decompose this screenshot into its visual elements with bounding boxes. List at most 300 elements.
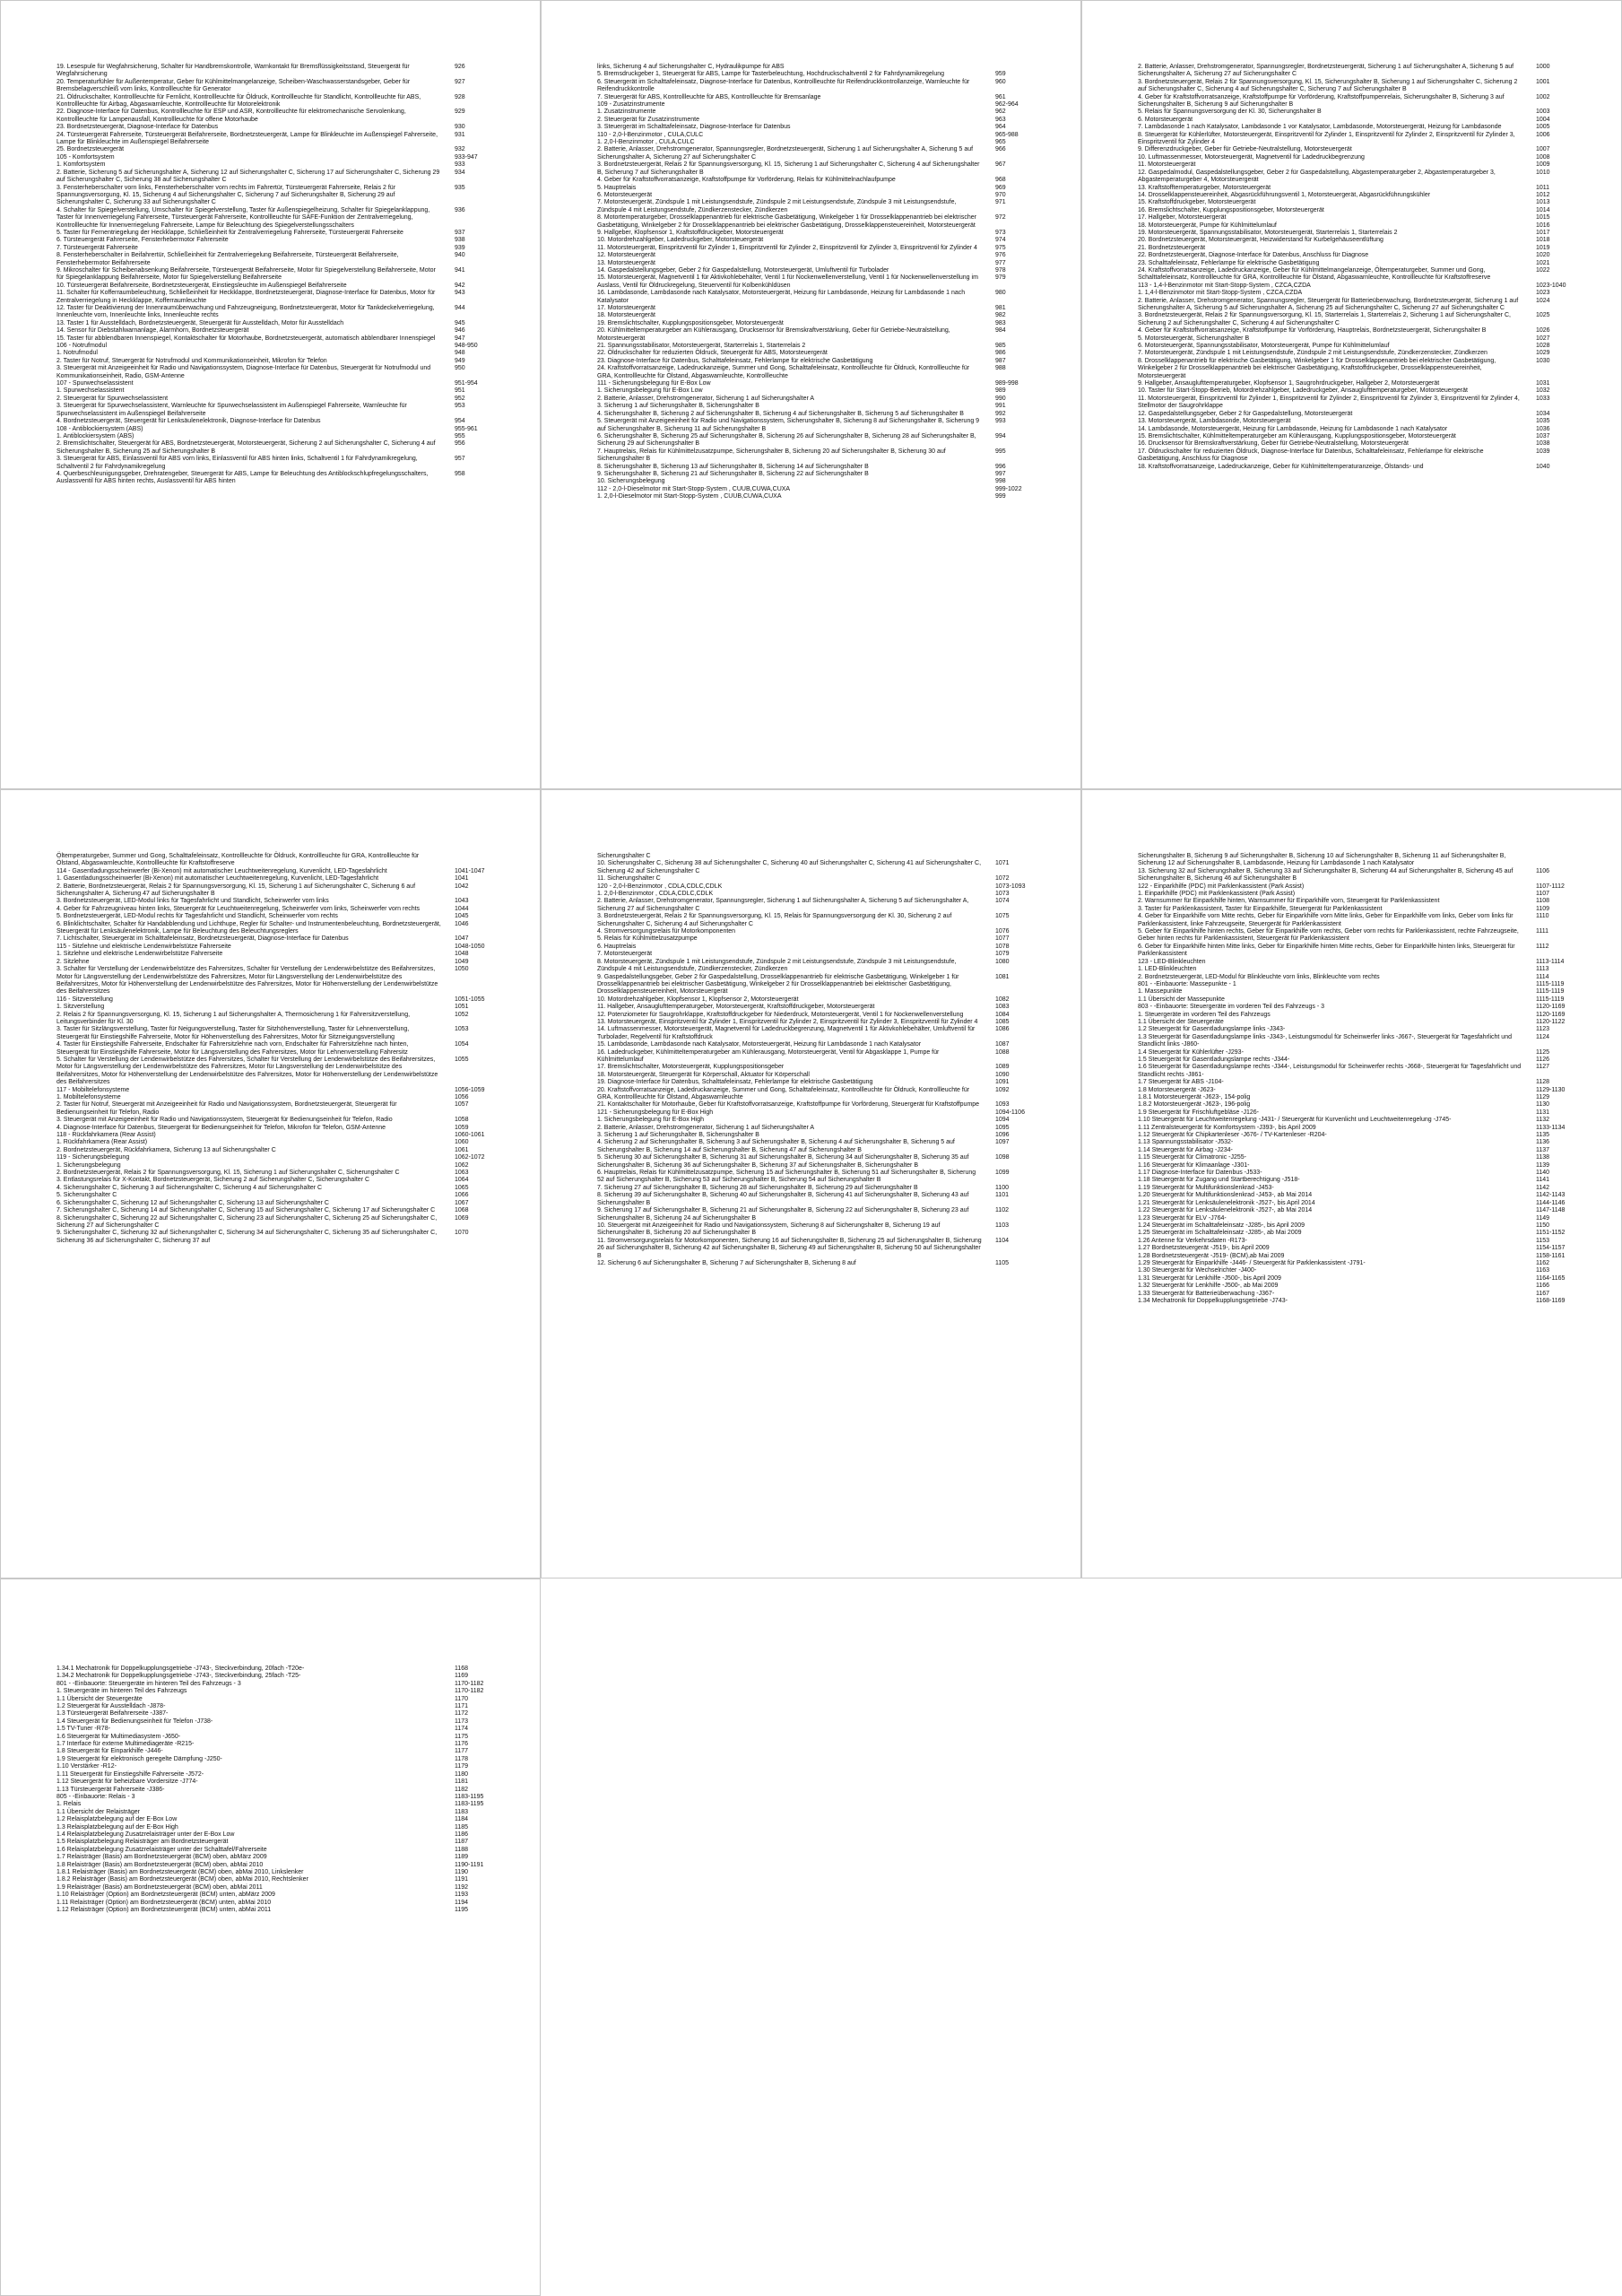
toc-entry — [56, 290, 494, 305]
toc-entry-title: 7. Motorsteuergerät, Zündspule 1 mit Leistungsendstufe, Zündspule 2 mit Leistungsendstufe, Zündkerzenstecker, Zündkerzen — [1138, 350, 1488, 357]
toc-entry — [56, 1673, 494, 1680]
toc-entry — [597, 418, 1035, 433]
toc-entry-title: 3. Sicherung 1 auf Sicherungshalter B, Sicherungshalter B — [597, 1132, 759, 1139]
toc-entry-page: 1183-1195 — [455, 1801, 484, 1808]
toc-entry — [56, 252, 494, 267]
toc-entry — [597, 1222, 1035, 1238]
toc-entry-page: 962-964 — [995, 101, 1019, 109]
toc-entry — [56, 906, 494, 913]
toc-entry — [1138, 146, 1575, 153]
toc-entry — [56, 471, 494, 486]
toc-entry-page: 1120-1169 — [1536, 1011, 1566, 1018]
toc-entry-page: 1104 — [995, 1237, 1010, 1244]
toc-entry-title: 12. Motorsteuergerät — [597, 252, 655, 259]
toc-entry-page: 966 — [995, 146, 1006, 153]
toc-entry-title: 22. Bordnetzsteuergerät, Diagnose-Interface für Datenbus, Anschluss für Diagnose — [1138, 252, 1369, 259]
toc-entry — [597, 928, 1035, 935]
toc-entry-title: 1.9 Steuergerät für elektronisch geregelte Dämpfung -J250- — [56, 1755, 222, 1762]
toc-entry-page: 1046 — [455, 920, 469, 927]
toc-entry — [597, 230, 1035, 237]
toc-entry-title: 15. Motorsteuergerät, Magnetventil 1 für Aktivkohlebehälter, Ventil 1 für Nockenwellenverstellung, Ventil 1 für Nockenwellenverstellung im Auslass, Ventil für Öldruckregelung, Steuerventil für Kolbenkühldüsen — [597, 274, 978, 289]
toc-entry-page: 1181 — [455, 1779, 469, 1786]
toc-entry-title: 1. Gasentladungsscheinwerfer (Bi-Xenon) mit automatischer Leuchtweitenregelung, Kurvenlicht, LED-Tagesfahrlicht — [56, 875, 379, 883]
toc-entry — [56, 1771, 494, 1779]
toc-entry — [56, 1900, 494, 1907]
toc-entry — [1138, 928, 1575, 944]
toc-entry — [597, 853, 1035, 860]
toc-entry-title: 1. Spurwechselassistent — [56, 387, 125, 395]
toc-entry-page: 971 — [995, 199, 1006, 206]
toc-entry-title: 1.14 Steuergerät für Airbag -J234- — [1138, 1146, 1233, 1153]
toc-entry-title: 1.3 Relaisplatzbelegung auf der E-Box High — [56, 1823, 178, 1831]
toc-entry-title: 4. Geber für Kraftstoffvorratsanzeige, Kraftstoffpumpe für Vorförderung, Kraftstoffpumpenrelais, Sicherungshalter B, Sicherung 3 auf Sicherungshalter B, Sicherung 9 auf Sicherungshalter B — [1138, 93, 1505, 109]
toc-entry-page: 1188 — [455, 1846, 469, 1853]
document-page-6 — [1081, 789, 1622, 1578]
toc-entry-page: 1048-1050 — [455, 943, 485, 950]
toc-entry-title: 3. Steuergerät mit Anzeigeeinheit für Radio und Navigationssystem, Steuergerät für Bedienungseinheit für Telefon, Radio — [56, 1117, 393, 1124]
toc-entry — [56, 207, 494, 230]
toc-entry-page: 1097 — [995, 1139, 1010, 1146]
toc-entry-page: 970 — [995, 191, 1006, 198]
toc-entry — [56, 358, 494, 365]
toc-entry-page: 928 — [455, 93, 465, 100]
toc-entry-page: 944 — [455, 305, 465, 311]
toc-entry-title: 5. Geber für Einparkhilfe hinten rechts, Geber für Einparkhilfe vorn rechts, Geber vorn rechts für Parklenkassistent, rechte Fahrzeugseite, Geber hinten rechts für Parklenkassistent, Steuergerät für Parklenkassistent — [1138, 928, 1519, 943]
toc-entry-title: 8. Steuergerät für Kühlerlüfter, Motorsteuergerät, Einspritzventil für Zylinder 1, Einspritzventil für Zylinder 2, Einspritzventil für Zylinder 3, Einspritzventil für Zylinder 4 — [1138, 131, 1515, 146]
toc-entry-title: 10. Motordrehzahlgeber, Klopfsensor 1, Klopfsensor 2, Motorsteuergerät — [597, 996, 799, 1003]
toc-entry-title: 1.7 Interface für externe Multimediageräte -R215- — [56, 1741, 195, 1748]
toc-entry-title: 6. Hauptrelais, Relais für Kühlmittelzusatzpumpe, Sicherung 15 auf Sicherungshalter B, Sicherung 51 auf Sicherungshalter B, Sicherung 52 auf Sicherungshalter B, Sicherung 53 auf Sicherungshalter B, Sicherung 54 auf Sicherungshalter B — [597, 1170, 976, 1184]
toc-entry — [597, 146, 1035, 161]
toc-entry-title: 121 - Sicherungsbelegung für E-Box High — [597, 1109, 714, 1116]
toc-entry-title: 4. Sicherungshalter C, Sicherung 3 auf Sicherungshalter C, Sicherung 4 auf Sicherungshalter C — [56, 1184, 323, 1191]
toc-entry-page: 1016 — [1536, 222, 1550, 229]
toc-entry — [597, 486, 1035, 493]
toc-entry-title: 4. Geber für Fahrzeugniveau hinten links, Steuergerät für Leuchtweitenregelung, Scheinwerfer vorn links, Scheinwerfer vorn rechts — [56, 905, 421, 912]
toc-entry-title: 3. Bordnetzsteuergerät, Relais 2 für Spannungsversorgung, Kl. 15, Relais für Spannungsversorgung der Kl. 30, Sicherung 2 auf Sicherungshalter C, Sicherung 4 auf Sicherungshalter C — [597, 913, 952, 927]
toc-entry — [56, 1710, 494, 1718]
toc-entry — [56, 1665, 494, 1673]
toc-entry — [1138, 891, 1575, 898]
toc-entry — [597, 1012, 1035, 1019]
toc-entry-title: 25. Bordnetzsteuergerät — [56, 146, 125, 153]
toc-entry-page: 986 — [995, 350, 1006, 357]
toc-entry-title: 1.11 Steuergerät für Einstiegshilfe Fahrerseite -J572- — [56, 1770, 204, 1778]
toc-entry-title: 1.23 Steuergerät für ELV -J764- — [1138, 1214, 1227, 1222]
toc-entry-page: 1008 — [1536, 153, 1550, 161]
toc-entry-page: 1020 — [1536, 252, 1550, 259]
toc-entry-page: 962 — [995, 109, 1006, 116]
toc-entry-title: 15. Taster für abblendbaren Innenspiegel, Kontaktschalter für Motorhaube, Bordnetzsteuergerät, automatisch abblendbarer Innenspiegel — [56, 335, 436, 342]
toc-entry-page: 1183 — [455, 1808, 469, 1815]
toc-entry-page: 1168 — [455, 1665, 469, 1672]
toc-entry-page: 1191 — [455, 1876, 469, 1883]
toc-entry-title: 1.8.1 Motorsteuergerät -J623-, 154-polig — [1138, 1094, 1251, 1100]
toc-entry-title: 11. Motorsteuergerät, Einspritzventil für Zylinder 1, Einspritzventil für Zylinder 2, Einspritzventil für Zylinder 3, Einspritzventil für Zylinder 4, Stellmotor der Saugrohrklappe — [1138, 395, 1520, 410]
document-page-7 — [0, 1578, 541, 2296]
document-page-1 — [0, 0, 541, 789]
toc-entry-title: 1.29 Steuergerät für Einparkhilfe -J446- / Steuergerät für Parklenkassistent -J791- — [1138, 1259, 1366, 1266]
toc-entry-page: 1184 — [455, 1816, 469, 1823]
toc-entry — [56, 1718, 494, 1726]
toc-entry-title: 123 - LED-Blinkleuchten — [1138, 958, 1206, 965]
toc-entry-title: 19. Motorsteuergerät, Spannungsstabilisator, Motorsteuergerät, Starterrelais 1, Starterrelais 2 — [1138, 229, 1398, 236]
toc-entry-page: 948 — [455, 350, 465, 357]
toc-entry — [597, 358, 1035, 365]
toc-entry-page: 973 — [995, 229, 1006, 236]
toc-entry — [56, 1139, 494, 1146]
toc-entry-title: 116 - Sitzverstellung — [56, 996, 113, 1003]
toc-entry-page: 1069 — [455, 1214, 469, 1222]
toc-entry-page: 1176 — [455, 1741, 469, 1748]
toc-entry — [56, 868, 494, 875]
toc-entry-page: 968 — [995, 177, 1006, 184]
toc-entry-page: 947 — [455, 335, 465, 342]
toc-entry — [1138, 1215, 1575, 1222]
toc-entry-title: 2. Batterie, Sicherung 5 auf Sicherungshalter A, Sicherung 12 auf Sicherungshalter C, Sicherung 17 auf Sicherungshalter C, Sicherung 29 auf Sicherungshalter C, Sicherung 38 auf Sicherungshalter C — [56, 169, 440, 184]
toc-entry — [56, 1876, 494, 1883]
toc-entry-title: 5. Relais für Spannungsversorgung der Kl. 30, Sicherungshalter B — [1138, 109, 1322, 116]
toc-entry — [1138, 298, 1575, 313]
toc-entry-title: 19. Diagnose-Interface für Datenbus, Schalttafeleinsatz, Fehlerlampe für elektrische Gasbetätigung — [597, 1079, 873, 1086]
toc-entry-title: 15. Kraftstoffdruckgeber, Motorsteuergerät — [1138, 199, 1256, 206]
toc-entry-title: 12. Potenziometer für Saugrohrklappe, Kraftstoffdruckgeber für Niederdruck, Motorsteuergerät, Ventil 1 für Nockenwellenverstellung — [597, 1011, 964, 1018]
toc-entry-page: 1137 — [1536, 1146, 1550, 1153]
toc-entry — [1138, 1200, 1575, 1207]
toc-entry-page: 1129-1130 — [1536, 1086, 1566, 1093]
toc-entry — [56, 1748, 494, 1755]
toc-entry-page: 1047 — [455, 935, 469, 943]
toc-entry-title: 1.9 Steuergerät für Frischluftgebläse -J126- — [1138, 1109, 1260, 1116]
toc-entry-title: 1. Sicherungsbelegung für E-Box Low — [597, 387, 703, 395]
toc-entry-page: 1115-1119 — [1536, 988, 1565, 996]
toc-entry — [597, 883, 1035, 891]
toc-entry — [56, 1869, 494, 1876]
toc-entry-page: 1135 — [1536, 1132, 1550, 1139]
toc-entry-page: 1066 — [455, 1192, 469, 1199]
toc-entry-page: 1180 — [455, 1770, 469, 1778]
toc-entry — [56, 185, 494, 207]
toc-entry — [1138, 1109, 1575, 1117]
toc-entry-title: 1. LED-Blinkleuchten — [1138, 966, 1197, 973]
toc-entry — [56, 1847, 494, 1854]
toc-entry-page: 1128 — [1536, 1079, 1550, 1086]
toc-entry-title: 5. Bordnetzsteuergerät, LED-Modul rechts für Tagesfahrlicht und Standlicht, Scheinwerfer vorn rechts — [56, 913, 338, 920]
toc-entry — [56, 1230, 494, 1245]
toc-entry-page: 990 — [995, 395, 1006, 402]
toc-entry — [1138, 1230, 1575, 1237]
toc-entry-page: 1000 — [1536, 64, 1550, 70]
toc-entry-page: 982 — [995, 312, 1006, 319]
toc-entry-title: 2. Sitzlehne — [56, 958, 90, 965]
toc-entry — [56, 433, 494, 440]
toc-entry-title: 1.8 Relaisträger (Basis) am Bordnetzsteuergerät (BCM) oben, abMai 2010 — [56, 1861, 264, 1868]
toc-entry-page: 1073 — [995, 891, 1010, 898]
toc-entry — [1138, 411, 1575, 418]
toc-entry-page: 1142 — [1536, 1184, 1550, 1191]
toc-entry — [597, 959, 1035, 974]
toc-entry-title: 1. 1,4-l-Benzinmotor mit Start-Stopp-System , CZCA,CZDA — [1138, 290, 1303, 297]
toc-entry-page: 926 — [455, 64, 465, 70]
toc-entry-title: 13. Taster 1 für Ausstelldach, Bordnetzsteuergerät, Steuergerät für Ausstelldach, Motor für Ausstelldach — [56, 319, 344, 326]
toc-entry-title: 9. Hallgeber, Klopfsensor 1, Kraftstoffdruckgeber, Motorsteuergerät — [597, 229, 784, 236]
toc-entry-title: 13. Kraftstofftemperaturgeber, Motorsteuergerät — [1138, 184, 1271, 191]
toc-entry — [1138, 207, 1575, 214]
toc-entry-title: 21. Bordnetzsteuergerät — [1138, 244, 1206, 251]
toc-entry — [1138, 396, 1575, 411]
toc-entry-page: 1109 — [1536, 905, 1550, 912]
toc-entry — [56, 1177, 494, 1184]
toc-entry — [56, 335, 494, 343]
toc-entry — [597, 64, 1035, 71]
toc-entry-title: 1.34 Mechatronik für Doppelkupplungsgetriebe -J743- — [1138, 1297, 1288, 1304]
toc-entry-page: 1193 — [455, 1892, 469, 1899]
toc-entry-title: 10. Türsteuergerät Beifahrerseite, Bordnetzsteuergerät, Einstiegsleuchte im Außenspiegel Beifahrerseite — [56, 282, 347, 289]
toc-entry-page: 954 — [455, 418, 465, 425]
toc-entry-title: 1.11 Relaisträger (Option) am Bordnetzsteuergerät (BCM) unten, abMai 2010 — [56, 1899, 272, 1906]
toc-entry-title: 1.18 Steuergerät für Zugang und Startberechtigung -J518- — [1138, 1177, 1300, 1184]
toc-entry-title: 7. Motorsteuergerät — [597, 951, 653, 958]
toc-entry-page: 1030 — [1536, 357, 1550, 364]
toc-entry-page: 1126 — [1536, 1056, 1550, 1063]
toc-entry-title: 8. Sicherung 39 auf Sicherungshalter B, Sicherung 40 auf Sicherungshalter B, Sicherung 41 auf Sicherungshalter B, Sicherung 43 auf Sicherungshalter B — [597, 1192, 969, 1206]
toc-entry-title: 10. Motordrehzahlgeber, Ladedruckgeber, Motorsteuergerät — [597, 237, 764, 244]
toc-entry-page: 1057 — [455, 1101, 469, 1109]
toc-entry-title: 17. Hallgeber, Motorsteuergerät — [1138, 214, 1227, 222]
toc-entry-page: 1062-1072 — [455, 1154, 485, 1161]
toc-entry — [597, 290, 1035, 305]
toc-entry-title: 1. Einparkhilfe (PDC) mit Parklenkassistent (Park Assist) — [1138, 891, 1296, 898]
toc-entry-title: 1.21 Steuergerät für Lenksäulenelektronik -J527-, bis April 2014 — [1138, 1199, 1315, 1206]
toc-entry-page: 1144-1146 — [1536, 1199, 1566, 1206]
toc-entry-page: 1080 — [995, 958, 1010, 965]
toc-entry-page: 1195 — [455, 1907, 469, 1913]
toc-entry-page: 1042 — [455, 883, 469, 890]
toc-entry-title: 2. Warnsummer für Einparkhilfe hinten, Warnsummer für Einparkhilfe vorn, Steuergerät für Parklenkassistent — [1138, 898, 1440, 905]
toc-entry-page: 994 — [995, 432, 1006, 439]
toc-entry-page: 1081 — [995, 973, 1010, 980]
toc-entry-page: 1094-1106 — [995, 1109, 1025, 1116]
toc-entry-title: 17. Öldruckschalter für reduzierten Öldruck, Diagnose-Interface für Datenbus, Schalttafeleinsatz, Fehlerlampe für elektrische Gasbetätigung, Anschluss für Diagnose — [1138, 448, 1484, 463]
toc-entry — [1138, 1132, 1575, 1139]
toc-entry-title: 2. Batterie, Anlasser, Drehstromgenerator, Sicherung 1 auf Sicherungshalter A — [597, 1124, 815, 1131]
toc-entry-page: 964 — [995, 124, 1006, 131]
toc-entry — [597, 79, 1035, 94]
toc-entry-title: 9. Differenzdruckgeber, Geber für Getriebe-Neutralstellung, Motorsteuergerät — [1138, 146, 1352, 153]
toc-entry — [56, 161, 494, 169]
toc-entry-page: 961 — [995, 93, 1006, 100]
toc-entry — [56, 365, 494, 380]
toc-entry-page: 1186 — [455, 1831, 469, 1838]
toc-entry-page: 1194 — [455, 1899, 469, 1906]
toc-entry-page: 1183-1195 — [455, 1793, 484, 1800]
toc-entry — [1138, 418, 1575, 425]
toc-entry — [1138, 1170, 1575, 1177]
toc-entry — [1138, 853, 1575, 868]
toc-entry — [56, 94, 494, 109]
toc-entry-title: 4. Geber für Kraftstoffvorratsanzeige, Kraftstoffpumpe für Vorförderung, Hauptrelais, Bordnetzsteuergerät, Sicherungshalter B — [1138, 327, 1487, 335]
toc-entry — [1138, 94, 1575, 109]
toc-entry-page: 1054 — [455, 1041, 469, 1048]
toc-entry — [56, 1170, 494, 1177]
toc-entry-title: 14. Lambdasonde, Motorsteuergerät, Heizung für Lambdasonde, Heizung für Lambdasonde 1 nach Katalysator — [1138, 425, 1448, 432]
toc-entry-title: 7. Sicherung 27 auf Sicherungshalter B, Sicherung 28 auf Sicherungshalter B, Sicherung 29 auf Sicherungshalter B — [597, 1184, 918, 1191]
toc-entry-page: 1029 — [1536, 350, 1550, 357]
toc-entry-title: Sicherungshalter C — [597, 853, 651, 859]
toc-entry-page: 1171 — [455, 1703, 469, 1710]
toc-entry-page: 1103 — [995, 1222, 1010, 1229]
toc-entry — [56, 64, 494, 79]
toc-entry-title: 10. Sicherungsbelegung — [597, 478, 665, 485]
toc-entry-page: 1124 — [1536, 1033, 1550, 1040]
toc-entry-title: 1.19 Steuergerät für Multifunktionslenkrad -J453- — [1138, 1184, 1274, 1191]
toc-entry-page: 1053 — [455, 1026, 469, 1033]
toc-entry-title: 13. Motorsteuergerät, Lambdasonde, Motorsteuergerät — [1138, 418, 1291, 425]
toc-entry-title: 13. Motorsteuergerät — [597, 259, 655, 266]
toc-entry-title: 18. Motorsteuergerät, Pumpe für Kühlmittelumlauf — [1138, 222, 1277, 229]
toc-entry-title: 1.9 Relaisträger (Basis) am Bordnetzsteuergerät (BCM) oben, abMai 2011 — [56, 1883, 263, 1891]
toc-entry-title: 1.22 Steuergerät für Lenksäulenelektronik -J527-, ab Mai 2014 — [1138, 1207, 1313, 1214]
toc-entry-title: 11. Motorsteuergerät, Einspritzventil für Zylinder 1, Einspritzventil für Zylinder 2, Einspritzventil für Zylinder 3, Einspritzventil für Zylinder 4 — [597, 244, 977, 251]
toc-entry — [597, 913, 1035, 928]
toc-entry-page: 955 — [455, 432, 465, 439]
toc-entry-title: 1.6 Steuergerät für Gasentladungslampe rechts -J344-, Leistungsmodul für Scheinwerfer rechts -J668-, Steuergerät für Tagesfahrlicht und Standlicht rechts -J861- — [1138, 1064, 1522, 1078]
toc-entry — [597, 411, 1035, 418]
toc-entry-page: 999-1022 — [995, 485, 1022, 492]
toc-entry-page: 1044 — [455, 905, 469, 912]
toc-entry — [597, 951, 1035, 958]
toc-entry — [56, 456, 494, 471]
toc-entry-page: 1098 — [995, 1154, 1010, 1161]
toc-entry — [597, 1192, 1035, 1207]
toc-entry — [1138, 237, 1575, 244]
toc-entry-title: 2. Taster für Notruf, Steuergerät für Notrufmodul und Kommunikationseinheit, Mikrofon für Telefon — [56, 357, 327, 364]
toc-entry — [1138, 868, 1575, 883]
toc-entry-page: 940 — [455, 252, 465, 259]
toc-entry-page: 1164-1165 — [1536, 1274, 1566, 1282]
toc-entry-page: 1166 — [1536, 1283, 1550, 1290]
toc-entry-page: 1158-1161 — [1536, 1252, 1566, 1259]
toc-entry — [56, 959, 494, 966]
toc-entry-title: 4. Diagnose-Interface für Datenbus, Steuergerät für Bedienungseinheit für Telefon, Mikrofon für Telefon, GSM-Antenne — [56, 1124, 386, 1131]
toc-entry — [597, 1260, 1035, 1267]
toc-entry — [597, 1109, 1035, 1117]
toc-entry — [1138, 1004, 1575, 1011]
toc-entry-page: 1015 — [1536, 214, 1550, 222]
toc-entry-title: 3. Taster für Parklenkassistent, Taster für Einparkhilfe, Steuergerät für Parklenkassistent — [1138, 905, 1383, 912]
toc-entry-page: 927 — [455, 78, 465, 85]
toc-entry-title: 122 - Einparkhilfe (PDC) mit Parklenkassistent (Park Assist) — [1138, 883, 1305, 890]
toc-entry — [597, 471, 1035, 478]
toc-entry-title: 801 - -Einbauorte: Massepunkte - 1 — [1138, 980, 1236, 987]
toc-entry-title: 3. Bordnetzsteuergerät, Relais 2 für Spannungsversorgung, Kl. 15, Sicherungshalter B, Sicherung 1 auf Sicherungshalter C, Sicherung 2 auf Sicherungshalter C, Sicherung 4 auf Sicherungshalter C, Sicherung 7 auf Sicherungshalter B — [1138, 78, 1518, 93]
toc-entry-page: 972 — [995, 214, 1006, 222]
toc-entry — [1138, 350, 1575, 357]
toc-entry-page: 946 — [455, 327, 465, 335]
toc-entry-page: 1019 — [1536, 244, 1550, 251]
toc-entry-title: 4. Bordnetzsteuergerät, Steuergerät für Lenksäulenelektronik, Diagnose-Interface für Datenbus — [56, 418, 321, 425]
toc-entry-page: 997 — [995, 470, 1006, 477]
toc-entry-title: 16. Lambdasonde, Lambdasonde nach Katalysator, Motorsteuergerät, Heizung für Lambdasonde, Heizung für Lambdasonde 1 nach Katalysator — [597, 290, 966, 304]
toc-entry-title: 23. Bordnetzsteuergerät, Diagnose-Interface für Datenbus — [56, 124, 219, 131]
toc-entry-page: 1049 — [455, 958, 469, 965]
toc-entry — [56, 1154, 494, 1161]
toc-entry-page: 1089 — [995, 1064, 1010, 1071]
toc-entry-title: 17. Motorsteuergerät — [597, 305, 655, 311]
toc-entry-title: 13. Motorsteuergerät, Einspritzventil für Zylinder 1, Einspritzventil für Zylinder 2, Einspritzventil für Zylinder 3, Einspritzventil für Zylinder 4 — [597, 1018, 978, 1025]
toc-entry — [597, 94, 1035, 101]
toc-entry — [1138, 1101, 1575, 1109]
toc-entry-title: 1.4 Steuergerät für Bedienungseinheit für Telefon -J738- — [56, 1718, 213, 1725]
toc-entry-title: 2. Bordnetzsteuergerät, LED-Modul für Blinkleuchte vorn links, Blinkleuchte vorn rechts — [1138, 973, 1380, 980]
toc-entry-title: 108 - Antiblockiersystem (ABS) — [56, 425, 143, 432]
toc-entry — [597, 1041, 1035, 1048]
toc-entry-page: 1056-1059 — [455, 1086, 485, 1093]
toc-entry-page: 1065 — [455, 1184, 469, 1191]
toc-entry-page: 1185 — [455, 1823, 469, 1831]
toc-entry-title: 1.31 Steuergerät für Lenkhilfe -J500-, bis April 2009 — [1138, 1274, 1281, 1282]
toc-entry-page: 1131 — [1536, 1109, 1550, 1116]
toc-entry-page: 1107 — [1536, 891, 1550, 898]
toc-entry — [1138, 1139, 1575, 1146]
toc-entry-page: 985 — [995, 343, 1006, 350]
toc-entry — [1138, 245, 1575, 252]
toc-entry-title: 1.33 Steuergerät für Batterieüberwachung -J367- — [1138, 1290, 1275, 1297]
toc-entry-page: 1009 — [1536, 161, 1550, 169]
document-page-2 — [541, 0, 1081, 789]
toc-entry-page: 1017 — [1536, 229, 1550, 236]
document-page-5 — [541, 789, 1081, 1578]
toc-entry — [56, 1215, 494, 1231]
toc-entry — [56, 327, 494, 335]
toc-entry-page: 938 — [455, 237, 465, 244]
toc-entry-title: 120 - 2,0-l-Benzinmotor , CDLA,CDLC,CDLK — [597, 883, 723, 890]
toc-entry-title: 5. Hauptrelais — [597, 184, 637, 191]
toc-entry-title: 1.15 Steuergerät für Climatronic -J255- — [1138, 1154, 1246, 1161]
toc-entry — [597, 898, 1035, 913]
toc-entry-page: 1050 — [455, 966, 469, 973]
toc-entry-page: 1040 — [1536, 463, 1550, 470]
toc-entry — [1138, 1147, 1575, 1154]
toc-entry-page: 1082 — [995, 996, 1010, 1003]
toc-entry-title: 3. Bordnetzsteuergerät, LED-Modul links für Tagesfahrlicht und Standlicht, Scheinwerfer vorn links — [56, 898, 329, 905]
toc-entry — [56, 898, 494, 905]
toc-entry-title: 6. Motorsteuergerät — [597, 191, 653, 198]
toc-entry-title: 7. Lichtschalter, Steuergerät im Schalttafeleinsatz, Bordnetzsteuergerät, Diagnose-Interface für Datenbus — [56, 935, 349, 943]
toc-entry — [56, 1004, 494, 1011]
toc-entry — [56, 913, 494, 920]
toc-entry — [1138, 944, 1575, 959]
toc-entry-page: 1058 — [455, 1117, 469, 1124]
toc-entry-page: 1110 — [1536, 913, 1549, 920]
toc-entry-title: 4. Sicherung 2 auf Sicherungshalter B, Sicherung 3 auf Sicherungshalter B, Sicherung 4 auf Sicherungshalter B, Sicherung 5 auf Sicherungshalter B, Sicherung 14 auf Sicherungshalter B, Sicherung 47 auf Sicherungshalter B — [597, 1139, 955, 1153]
toc-entry — [56, 1207, 494, 1214]
toc-entry-title: 7. Lambdasonde 1 nach Katalysator, Lambdasonde 1 vor Katalysator, Lambdasonde, Motorsteuergerät, Heizung für Lambdasonde — [1138, 124, 1502, 131]
toc-entry-page: 1033 — [1536, 395, 1550, 402]
toc-entry — [56, 426, 494, 433]
toc-entry-page: 1063 — [455, 1170, 469, 1177]
toc-entry — [1138, 1192, 1575, 1199]
toc-entry-title: links, Sicherung 4 auf Sicherungshalter C, Hydraulikpumpe für ABS — [597, 64, 785, 70]
toc-entry-page: 965-988 — [995, 131, 1019, 138]
toc-entry-title: 1.5 Steuergerät für Gasentladungslampe rechts -J344- — [1138, 1056, 1290, 1063]
toc-entry — [597, 305, 1035, 312]
toc-entry-title: 3. Taster für Sitzlängsverstellung, Taster für Neigungsverstellung, Taster für Sitzhöhenverstellung, Taster für Lehnenverstellung, Steuergerät für Einstiegshilfe Fahrerseite, Motor für Höhenverstellung des Fahrersitzes, Motor für Sitzneigungsverstellung — [56, 1026, 410, 1040]
toc-entry — [56, 1696, 494, 1703]
toc-entry-title: 1.34.1 Mechatronik für Doppelkupplungsgetriebe -J743-, Steckverbindung, 20fach -T20e- — [56, 1665, 305, 1672]
toc-entry-page: 951 — [455, 387, 465, 395]
toc-entry-title: 113 - 1,4-l-Benzinmotor mit Start-Stopp-System , CZCA,CZDA — [1138, 282, 1311, 289]
